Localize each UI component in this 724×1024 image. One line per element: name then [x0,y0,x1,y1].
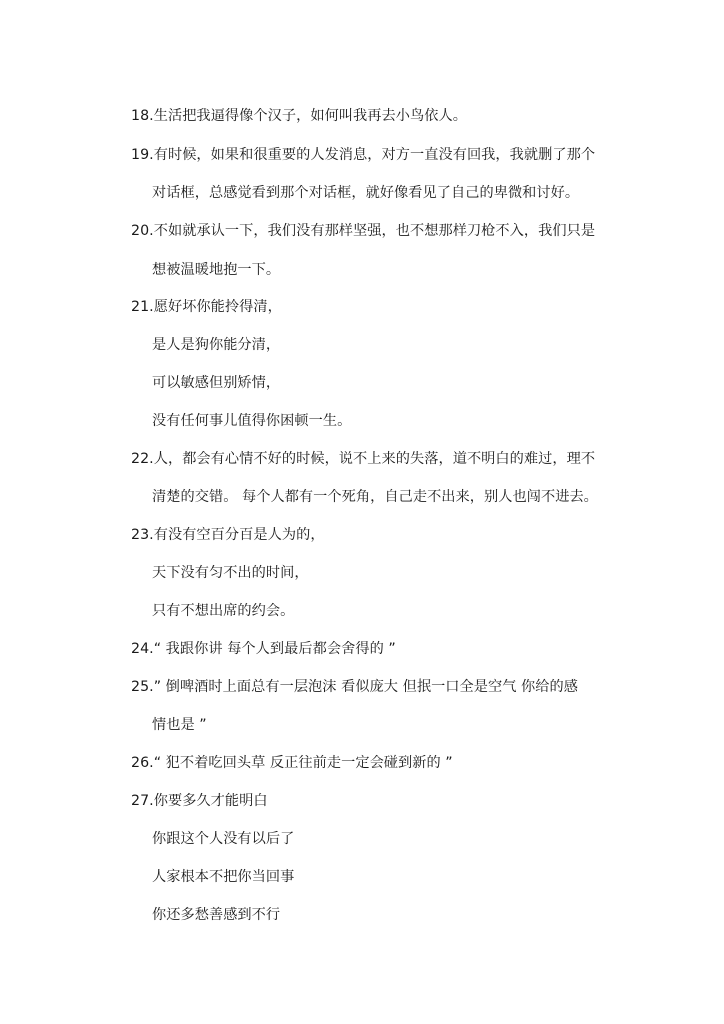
item-number: 26. [131,755,154,771]
item-text: “ 犯不着吃回头草 反正往前走一定会碰到新的 ” [153,755,453,771]
item-text: 生活把我逼得像个汉子，如何叫我再去小鸟依人。 [153,108,467,124]
list-item-27 [131,791,268,811]
list-item-24 [131,639,396,659]
item-text: 对话框，总感觉看到那个对话框，就好像看见了自己的卑微和讨好。 [152,185,580,201]
item-text: 你跟这个人没有以后了 [152,831,295,847]
list-item-25-continuation [152,715,207,735]
list-item-19-continuation [152,183,579,203]
item-number: 22. [131,451,154,467]
list-item-22-continuation [152,487,598,507]
item-text: 天下没有匀不出的时间， [152,565,309,581]
item-text: 人家根本不把你当回事 [152,869,295,885]
item-number: 19. [131,147,154,163]
list-item-23-continuation [152,563,309,583]
item-number: 20. [131,223,154,239]
list-item-21 [131,297,282,317]
list-item-27-continuation [152,867,294,887]
item-text: 清楚的交错。 每个人都有一个死角，自己走不出来，别人也闯不进去。 [152,489,598,505]
item-text: 只有不想出席的约会。 [152,603,295,619]
item-number: 24. [131,641,154,657]
list-item-20-continuation [152,260,280,280]
item-number: 27. [131,793,154,809]
item-number: 18. [131,108,154,124]
list-item-27-continuation [152,829,294,849]
list-item-26 [131,753,453,773]
list-item-23 [131,525,325,545]
item-text: 是人是狗你能分清， [152,337,281,353]
item-text: 不如就承认一下，我们没有那样坚强，也不想那样刀枪不入，我们只是 [153,223,596,239]
list-item-20 [131,221,595,241]
list-item-22 [131,449,595,469]
item-text: “ 我跟你讲 每个人到最后都会舍得的 ” [153,641,396,657]
list-item-27-continuation [152,905,280,925]
item-number: 25. [131,679,154,695]
list-item-21-continuation [152,411,351,431]
item-text: 人，都会有心情不好的时候，说不上来的失落，道不明白的难过，理不 [153,451,596,467]
item-text: 愿好坏你能拎得清， [153,299,282,315]
list-item-19 [131,145,595,165]
item-text: 你还多愁善感到不行 [152,907,281,923]
item-text: 有没有空百分百是人为的， [153,527,325,543]
list-item-21-continuation [152,373,280,393]
item-text: 可以敏感但别矫情， [152,375,281,391]
item-text: 你要多久才能明白 [153,793,268,809]
list-item-23-continuation [152,601,294,621]
list-item-25 [131,677,578,697]
item-text: 情也是 ” [152,717,207,733]
item-number: 23. [131,527,154,543]
list-item-18 [131,106,467,126]
item-text: ” 倒啤酒时上面总有一层泡沫 看似庞大 但抿一口全是空气 你给的感 [153,679,579,695]
item-text: 没有任何事儿值得你困顿一生。 [152,413,352,429]
item-text: 有时候，如果和很重要的人发消息，对方一直没有回我，我就删了那个 [153,147,596,163]
item-text: 想被温暖地抱一下。 [152,262,281,278]
list-item-21-continuation [152,335,280,355]
item-number: 21. [131,299,154,315]
